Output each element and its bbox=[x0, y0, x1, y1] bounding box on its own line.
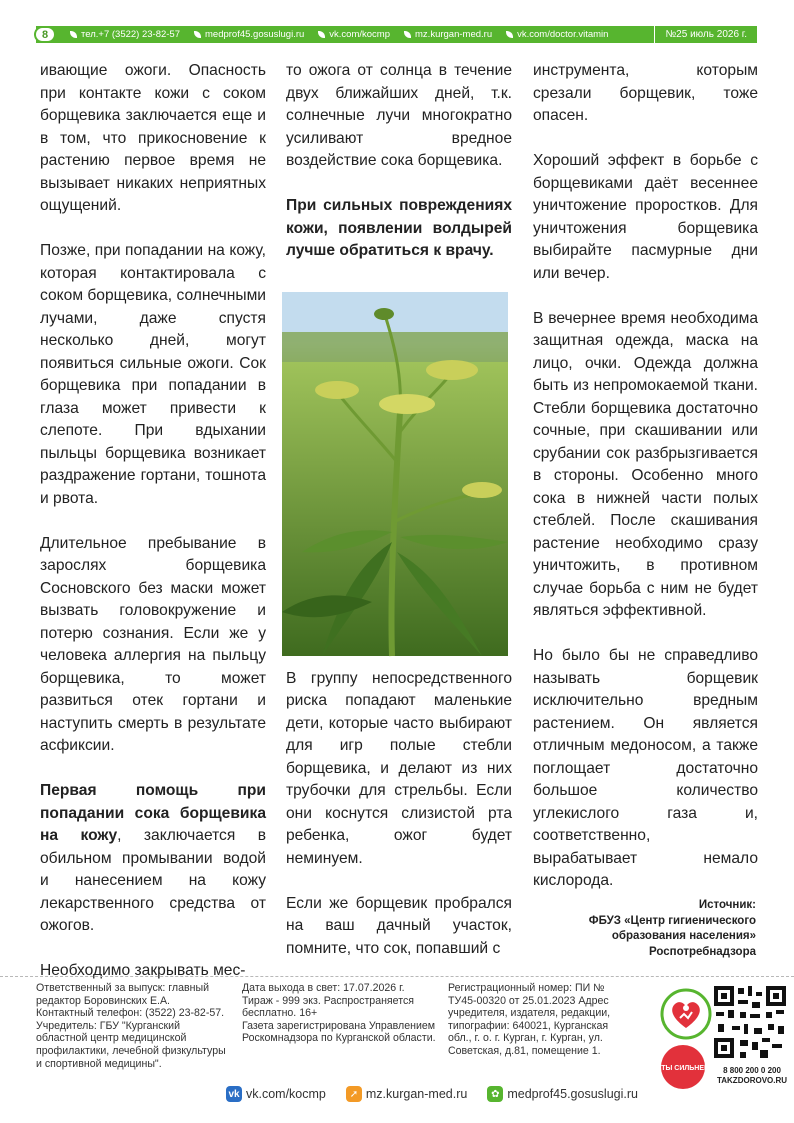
source-line: образования населения» bbox=[611, 930, 756, 942]
header-bar bbox=[36, 26, 757, 43]
hotline-block bbox=[714, 1066, 790, 1086]
header-phone bbox=[70, 29, 180, 40]
footer-mz-text: mz.kurgan-med.ru bbox=[365, 1087, 468, 1101]
warning-heading: При сильных повреждениях кожи, появлении волдырей лучше обратиться к врачу. bbox=[286, 197, 512, 259]
footer-registration-info: Регистрационный номер: ПИ № ТУ45-00320 от 25.01.2023 Адрес учредителя, издателя, редакции, типографии: 640021, Курганская обл., г. о. г. Курган, г. Курган, ул. Советская, д.81, помещение 1. bbox=[448, 982, 611, 1057]
leaf-icon bbox=[506, 31, 513, 38]
paragraph: В вечернее время необходима защитная одежда, маска на лицо, очки. Одежда должна быть из непромокаемой ткани. Стебли борщевика достаточно сочные, при скашивании или срубании сок разбрызгивается в стороны. Особенно много сока в нижней части полых стеблей. После скашивания растение необходимо сразу уничтожить, в противном случае борьба с ним не будет являться эффективной. bbox=[533, 309, 758, 619]
paragraph: инструмента, которым срезали борщевик, тоже опасен. bbox=[533, 62, 758, 124]
footer-divider bbox=[0, 976, 794, 977]
release-date: Дата выхода в свет: 17.07.2026 г. bbox=[242, 982, 405, 994]
paragraph: Необходимо закрывать мес- bbox=[40, 962, 246, 979]
hogweed-illustration bbox=[282, 292, 508, 656]
first-aid-heading: Первая помощь при попадании сока борщевика на кожу bbox=[40, 782, 266, 844]
leaf-icon bbox=[318, 31, 325, 38]
paragraph: В группу непосредственного риска попадают маленькие дети, которые часто выбирают для игр полые стебли борщевика, и делают из них трубочки для стрельбы. Если они коснутся слизистой рта ребенка, ожог будет неминуем. bbox=[286, 669, 512, 867]
paragraph: ивающие ожоги. Опасность при контакте кожи с соком борщевика заключается еще и в том, что прикосновение к растению первое время не вызывает никаких неприятных ощущений. bbox=[40, 62, 266, 214]
footer-mz-link[interactable] bbox=[346, 1086, 467, 1102]
header-phone-text: тел.+7 (3522) 23-82-57 bbox=[81, 29, 180, 40]
vk-icon: vk bbox=[226, 1086, 242, 1102]
paragraph: то ожога от солнца в течение двух ближайших дней, т.к. солнечные лучи многократно усиливают вредное воздействие сока борщевика. bbox=[286, 62, 512, 169]
footer-gos-link[interactable] bbox=[487, 1086, 638, 1102]
paragraph: Если же борщевик пробрался на ваш дачный участок, помните, что сок, попавший с bbox=[286, 894, 512, 957]
source-line: ФБУЗ «Центр гигиенического bbox=[588, 914, 756, 927]
health-logo bbox=[660, 988, 712, 1040]
badge-graphic bbox=[657, 1044, 709, 1090]
ty-silnee-badge bbox=[657, 1044, 709, 1090]
source-line: Роспотребнадзора bbox=[649, 945, 756, 958]
qr-code-icon bbox=[712, 984, 788, 1060]
header-mz-text: mz.kurgan-med.ru bbox=[415, 29, 493, 40]
leaf-icon bbox=[194, 31, 201, 38]
hogweed-photo bbox=[282, 292, 508, 656]
header-mz-link[interactable] bbox=[404, 29, 492, 40]
issue-label: №25 июль 2026 г. bbox=[654, 26, 757, 43]
paragraph: Хороший эффект в борьбе с борщевиками даёт весеннее уничтожение проростков. Для уничтожения борщевика выбирайте пасмурные дни или вечер. bbox=[533, 152, 758, 282]
header-vk2-link[interactable] bbox=[506, 29, 608, 40]
header-site-text: medprof45.gosuslugi.ru bbox=[205, 29, 305, 40]
footer-release-info bbox=[242, 982, 442, 1045]
paragraph: Но было бы не справедливо называть борщевик исключительно вредным растением. Он является отличным медоносом, а также поглощает достаточно большое количество углекислого газа и, соответственно, вырабатывает немало кислорода. bbox=[533, 647, 758, 889]
hotline-site: TAKZDOROVO.RU bbox=[716, 1076, 788, 1085]
header-vk-link[interactable] bbox=[318, 29, 390, 40]
circulation: Тираж - 999 экз. Распространяется бесплатно. 16+ bbox=[242, 994, 414, 1020]
source-label: Источник: bbox=[698, 899, 756, 911]
article-column-3 bbox=[533, 60, 758, 915]
first-aid-text: , заключается в обильном промывании водой и нанесением на кожу лекарственного средства от ожогов. bbox=[40, 827, 266, 934]
page-number: 8 bbox=[34, 26, 56, 43]
footer-links bbox=[226, 1086, 658, 1102]
cursor-icon: ➚ bbox=[346, 1086, 362, 1102]
badge-text: #ТЫ СИЛЬНЕЕ bbox=[657, 1065, 709, 1072]
gosuslugi-icon: ✿ bbox=[487, 1086, 503, 1102]
paragraph: Позже, при попадании на кожу, которая контактировала с соком борщевика, солнечными лучами, даже спустя несколько дней, могут появиться сильные ожоги. Сок борщевика при попадании в глаза может привести к слепоте. При вдыхании пыльцы борщевика возникает раздражение гортани, тошнота и рвота. bbox=[40, 242, 267, 507]
article-column-1 bbox=[40, 60, 266, 1005]
registration-note: Газета зарегистрирована Управлением Роскомнадзора по Курганской области. bbox=[242, 1019, 436, 1045]
article-column-2 bbox=[286, 60, 512, 983]
header-vk-text: vk.com/kocmp bbox=[329, 29, 391, 40]
first-aid-paragraph bbox=[40, 780, 266, 938]
source-credit bbox=[516, 898, 756, 960]
header-vk2-text: vk.com/doctor.vitamin bbox=[517, 29, 609, 40]
hotline-number: 8 800 200 0 200 bbox=[723, 1066, 781, 1075]
footer-vk-text: vk.com/kocmp bbox=[246, 1087, 326, 1101]
leaf-icon bbox=[70, 31, 77, 38]
paragraph: Длительное пребывание в зарослях борщевика Сосновского без маски может вызвать головокружение и потерю сознания. Если же у человека аллергия на пыльцу борщевика, то может развиться отек гортани и наступить смерть в результате асфиксии. bbox=[40, 534, 266, 754]
leaf-icon bbox=[404, 31, 411, 38]
header-site-link[interactable] bbox=[194, 29, 304, 40]
footer-vk-link[interactable] bbox=[226, 1086, 326, 1102]
footer-publisher-info: Ответственный за выпуск: главный редактор Боровинских Е.А. Контактный телефон: (3522) 23-82-57. Учредитель: ГБУ "Курганский областной центр медицинской профилактики, лечебной физкультуры и спортивной медицины". bbox=[36, 982, 226, 1070]
footer-gos-text: medprof45.gosuslugi.ru bbox=[507, 1087, 638, 1101]
